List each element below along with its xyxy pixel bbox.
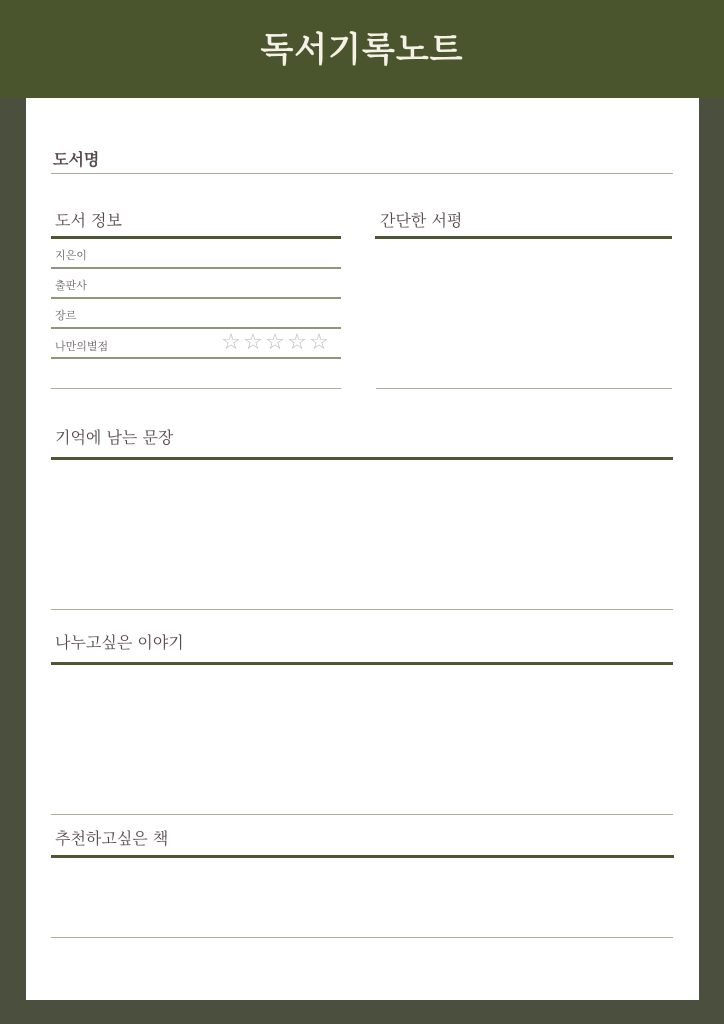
recommend-book-divider <box>51 855 674 858</box>
book-info-divider <box>51 236 341 239</box>
short-review-divider <box>375 236 672 239</box>
genre-label: 장르 <box>55 309 77 322</box>
recommend-book-bottom-line <box>51 937 673 938</box>
rating-underline <box>51 357 341 359</box>
story-to-share-divider <box>51 662 673 665</box>
header-bar <box>0 0 724 98</box>
author-field[interactable] <box>100 242 340 266</box>
star-rating[interactable] <box>220 332 330 354</box>
memorable-sentence-field[interactable] <box>51 463 673 607</box>
star-icon-4[interactable]: ☆ <box>287 330 307 355</box>
star-icon-2[interactable]: ☆ <box>243 330 263 355</box>
short-review-label: 간단한 서평 <box>380 211 463 230</box>
book-info-extra-field[interactable] <box>51 362 341 386</box>
book-info-label: 도서 정보 <box>55 211 122 230</box>
story-to-share-bottom-line <box>51 814 673 815</box>
book-info-bottom-line <box>51 388 341 389</box>
publisher-field[interactable] <box>100 272 340 296</box>
memorable-sentence-bottom-line <box>51 609 673 610</box>
story-to-share-label: 나누고싶은 이야기 <box>55 633 184 652</box>
genre-underline <box>51 327 341 329</box>
story-to-share-field[interactable] <box>51 668 673 812</box>
memorable-sentence-label: 기억에 남는 문장 <box>55 428 174 447</box>
star-icon-5[interactable]: ☆ <box>309 330 329 355</box>
page-title: 독서기록노트 <box>260 30 464 70</box>
rating-label: 나만의별점 <box>55 340 109 353</box>
author-label: 지은이 <box>55 249 87 262</box>
star-icon-3[interactable]: ☆ <box>265 330 285 355</box>
star-icon-1[interactable]: ☆ <box>221 330 241 355</box>
memorable-sentence-divider <box>51 457 673 460</box>
book-title-underline <box>51 173 673 174</box>
short-review-field[interactable] <box>376 242 672 386</box>
book-title-field[interactable] <box>140 140 670 172</box>
recommend-book-label: 추천하고싶은 책 <box>55 829 169 848</box>
author-underline <box>51 267 341 269</box>
genre-field[interactable] <box>100 302 340 326</box>
publisher-underline <box>51 297 341 299</box>
book-title-label: 도서명 <box>53 150 100 169</box>
publisher-label: 출판사 <box>55 279 87 292</box>
short-review-bottom-line <box>376 388 672 389</box>
recommend-book-field[interactable] <box>51 861 673 935</box>
